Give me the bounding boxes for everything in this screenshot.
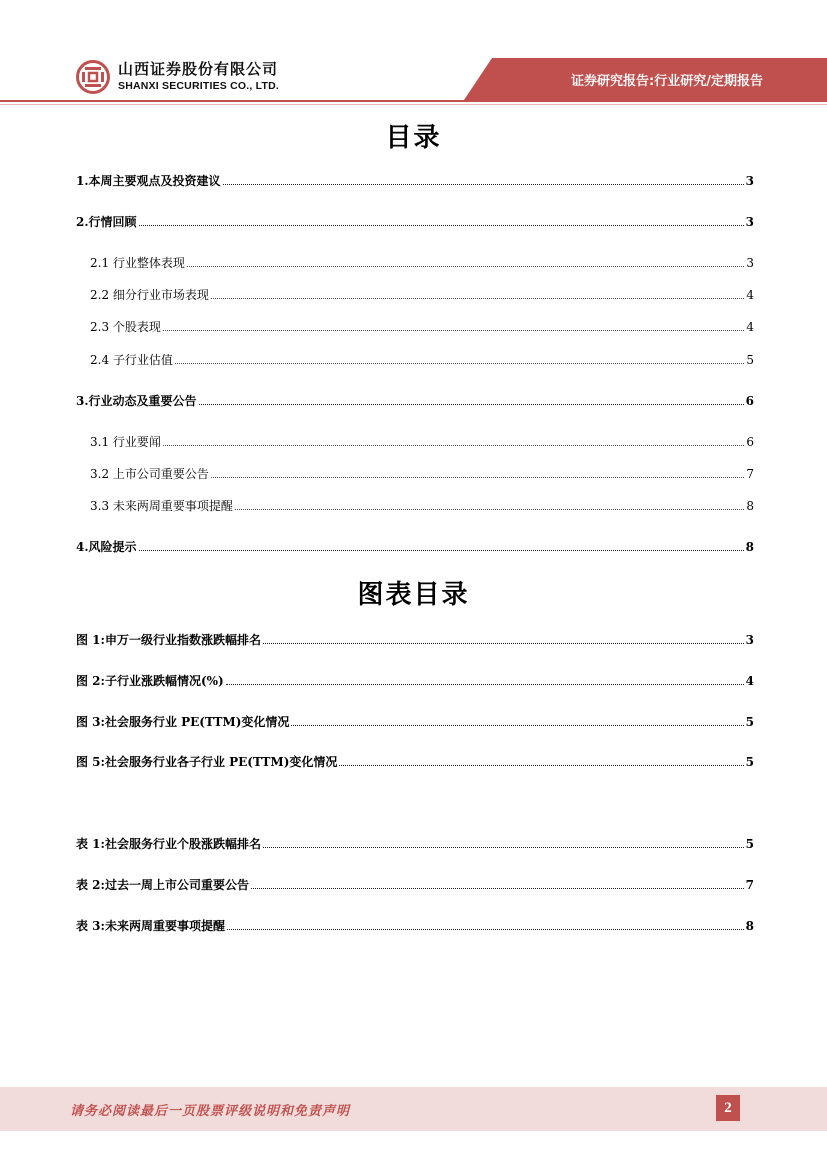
toc-entry[interactable]: [76, 538, 754, 555]
toc-entry[interactable]: [76, 213, 754, 230]
table-entry-page: 7: [745, 878, 754, 892]
figures-toc-title: 图表目录: [357, 580, 470, 610]
leader-dots: [139, 216, 744, 226]
leader-dots: [211, 289, 744, 299]
toc-entry-page: 3: [746, 256, 754, 270]
leader-dots: [163, 321, 744, 331]
leader-dots: [227, 920, 744, 930]
leader-dots: [163, 436, 744, 446]
toc-entry-page: 3: [745, 174, 754, 188]
leader-dots: [211, 468, 744, 478]
leader-dots: [226, 675, 744, 685]
figure-entry-label: 图 3:社会服务行业 PE(TTM)变化情况: [76, 715, 290, 729]
toc-subentry[interactable]: [90, 465, 754, 482]
figure-entry[interactable]: [76, 753, 754, 770]
header-divider: [0, 100, 827, 102]
toc-entry[interactable]: [76, 172, 754, 189]
page-header: [0, 0, 827, 110]
toc-entry-label: 2.1 行业整体表现: [90, 256, 185, 270]
table-entry-label: 表 1:社会服务行业个股涨跌幅排名: [76, 837, 261, 851]
company-logo-icon: [76, 60, 110, 94]
toc-subentry[interactable]: [90, 254, 754, 271]
figure-entry-label: 图 1:申万一级行业指数涨跌幅排名: [76, 633, 261, 647]
toc-entry-label: 2.4 子行业估值: [90, 353, 173, 367]
table-entry[interactable]: [76, 835, 754, 852]
toc-entry-page: 4: [746, 288, 754, 302]
toc-entry-page: 7: [746, 467, 754, 481]
toc-subentry[interactable]: [90, 286, 754, 303]
header-divider-thin: [0, 104, 827, 105]
toc-entry-page: 6: [746, 435, 754, 449]
company-name-en: SHANXI SECURITIES CO., LTD.: [118, 80, 279, 93]
leader-dots: [251, 879, 744, 889]
leader-dots: [263, 634, 744, 644]
toc-subentry[interactable]: [90, 351, 754, 368]
figure-entry[interactable]: [76, 631, 754, 648]
leader-dots: [139, 541, 744, 551]
company-name-cn: 山西证券股份有限公司: [118, 60, 279, 79]
page-number: 2: [716, 1095, 740, 1121]
toc-entry-label: 2.2 细分行业市场表现: [90, 288, 209, 302]
figure-entry[interactable]: [76, 672, 754, 689]
figure-entry-page: 5: [745, 755, 754, 769]
toc-entry-label: 3.3 未来两周重要事项提醒: [90, 499, 233, 513]
toc-entry[interactable]: [76, 392, 754, 409]
leader-dots: [175, 354, 744, 364]
company-logo: [76, 60, 279, 94]
toc-entry-label: 1.本周主要观点及投资建议: [76, 174, 221, 188]
leader-dots: [339, 756, 743, 766]
table-entry[interactable]: [76, 917, 754, 934]
report-type-label: 证券研究报告:行业研究/定期报告: [571, 74, 763, 89]
figure-entry[interactable]: [76, 713, 754, 730]
leader-dots: [223, 175, 744, 185]
toc-entry-page: 3: [745, 215, 754, 229]
toc-subentry[interactable]: [90, 497, 754, 514]
toc-entry-label: 2.3 个股表现: [90, 320, 161, 334]
leader-dots: [291, 716, 743, 726]
figure-entry-label: 图 5:社会服务行业各子行业 PE(TTM)变化情况: [76, 755, 338, 769]
footer-disclaimer: 请务必阅读最后一页股票评级说明和免责声明: [70, 1104, 351, 1119]
toc-entry-page: 5: [746, 353, 754, 367]
toc-entry-label: 2.行情回顾: [76, 215, 137, 229]
table-entry-label: 表 3:未来两周重要事项提醒: [76, 919, 225, 933]
figure-entry-label: 图 2:子行业涨跌幅情况(%): [76, 674, 224, 688]
figure-entry-page: 5: [745, 715, 754, 729]
toc-subentry[interactable]: [90, 433, 754, 450]
toc-subentry[interactable]: [90, 318, 754, 335]
toc-entry-page: 8: [745, 540, 754, 554]
toc-entry-label: 3.2 上市公司重要公告: [90, 467, 209, 481]
toc-entry-label: 3.行业动态及重要公告: [76, 394, 197, 408]
toc-entry-label: 4.风险提示: [76, 540, 137, 554]
figure-entry-page: 3: [745, 633, 754, 647]
table-entry[interactable]: [76, 876, 754, 893]
leader-dots: [263, 838, 744, 848]
leader-dots: [235, 500, 744, 510]
leader-dots: [199, 395, 744, 405]
table-entry-label: 表 2:过去一周上市公司重要公告: [76, 878, 249, 892]
leader-dots: [187, 257, 744, 267]
toc-entry-page: 8: [746, 499, 754, 513]
table-entry-page: 5: [745, 837, 754, 851]
toc-entry-label: 3.1 行业要闻: [90, 435, 161, 449]
toc-title: 目录: [385, 123, 442, 153]
figure-entry-page: 4: [745, 674, 754, 688]
toc-entry-page: 4: [746, 320, 754, 334]
toc-entry-page: 6: [745, 394, 754, 408]
table-entry-page: 8: [745, 919, 754, 933]
